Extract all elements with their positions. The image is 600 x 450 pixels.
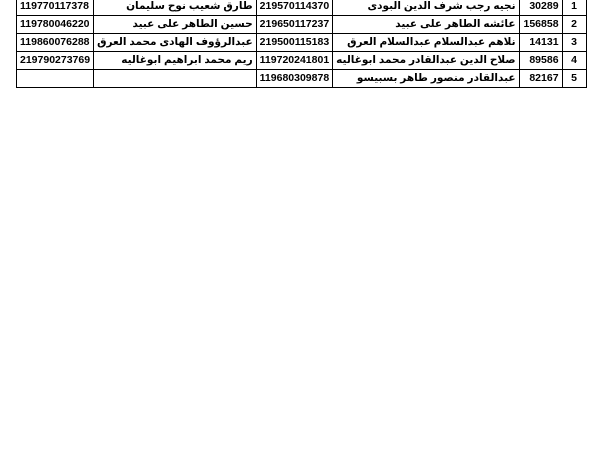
partner-name-cell: [94, 70, 257, 88]
code-cell: 82167: [519, 70, 562, 88]
number-cell: 219650117237: [256, 16, 333, 34]
partner-number-cell: 219790273769: [17, 52, 94, 70]
number-cell: 219500115183: [256, 34, 333, 52]
index-cell: 1: [562, 0, 586, 16]
number-cell: 219570114370: [256, 0, 333, 16]
records-table: [16, 0, 587, 88]
partner-number-cell: 119780046220: [17, 16, 94, 34]
index-cell: 5: [562, 70, 586, 88]
index-cell: 4: [562, 52, 586, 70]
name-cell: نلاهم عبدالسلام عبدالسلام العرق: [333, 34, 519, 52]
name-cell: صلاح الدين عبدالقادر محمد ابوغاليه: [333, 52, 519, 70]
index-cell: 3: [562, 34, 586, 52]
number-cell: 119720241801: [256, 52, 333, 70]
index-cell: 2: [562, 16, 586, 34]
partner-name-cell: حسين الطاهر على عبيد: [94, 16, 257, 34]
name-cell: عبدالقادر منصور طاهر بسبيسو: [333, 70, 519, 88]
code-cell: 156858: [519, 16, 562, 34]
partner-number-cell: 119860076288: [17, 34, 94, 52]
table-row: [17, 34, 587, 52]
number-cell: 119680309878: [256, 70, 333, 88]
name-cell: عائشه الطاهر على عبيد: [333, 16, 519, 34]
partner-name-cell: ريم محمد ابراهيم ابوغاليه: [94, 52, 257, 70]
table-row: [17, 52, 587, 70]
code-cell: 30289: [519, 0, 562, 16]
partner-name-cell: طارق شعيب نوح سليمان: [94, 0, 257, 16]
table-row: [17, 0, 587, 16]
code-cell: 89586: [519, 52, 562, 70]
partner-name-cell: عبدالرؤوف الهادى محمد العرق: [94, 34, 257, 52]
table-row: [17, 16, 587, 34]
table-row: [17, 70, 587, 88]
code-cell: 14131: [519, 34, 562, 52]
partner-number-cell: 119770117378: [17, 0, 94, 16]
partner-number-cell: [17, 70, 94, 88]
name-cell: نجيه رجب شرف الدين البودى: [333, 0, 519, 16]
